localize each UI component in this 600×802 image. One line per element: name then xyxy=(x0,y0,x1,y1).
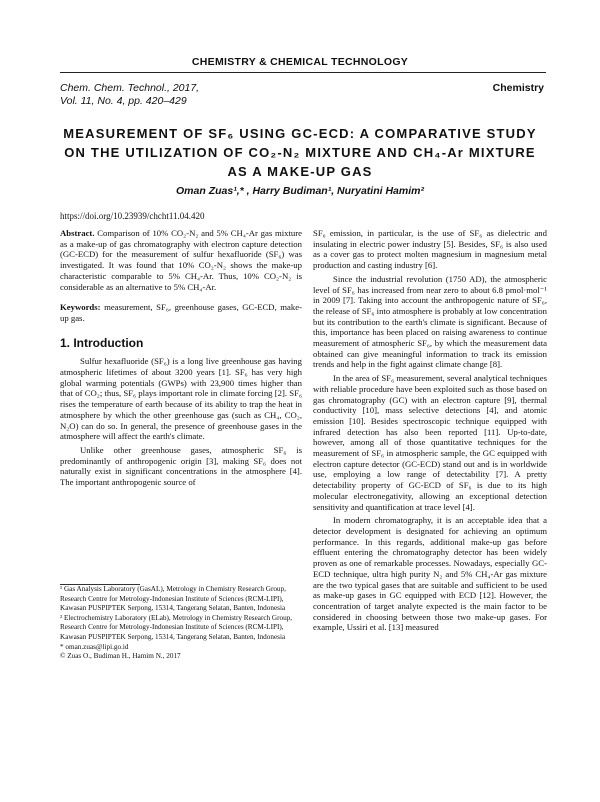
journal-name: CHEMISTRY & CHEMICAL TECHNOLOGY xyxy=(191,56,409,68)
body-paragraph: SF₆ emission, in particular, is the use of SF₆ as dielectric and insulating in electric power industry [5]. Besides, SF₆ is also used as a cover gas to protect molten magnesium in magnesium metal production and casting industry [6]. xyxy=(313,228,547,271)
footnote: ² Electrochemistry Laboratory (ELab), Metrology in Chemistry Research Group, xyxy=(60,613,293,622)
body-paragraph: In the area of SF₆ measurement, several analytical techniques with reliable procedure have been exploited such as those based on gas chromatography (GC) with an electron capture [9], thermal conductivity [10], mass selective detections [4], and atomic emission [10]. Besides spectroscopic technique equipped with infrared detection has also been reported [11]. Up-to-date, however, among all of those quantitative techniques for the measurement of SF₆ in atmospheric sample, the GC equipped with electron capture detector (GC-ECD) stand out and is in worldwide use, employing a low range of detectability [7]. A pretty detectability property of GC-ECD of SF₆ is due to its high molecular electronegativity, allowing an exceptional detection sensitivity and quantification at trace level [4]. xyxy=(313,373,547,512)
footnote: ¹ Gas Analysis Laboratory (GasAL), Metrology in Chemistry Research Group, xyxy=(60,585,286,593)
section-heading-introduction: 1. Introduction xyxy=(60,335,144,350)
title-line-2: ON THE UTILIZATION OF CO₂-N₂ MIXTURE AND CH₄-Ar MIXTURE xyxy=(64,145,536,160)
intro-paragraph-1: Sulfur hexafluoride (SF₆) is a long live greenhouse gas having atmospheric lifetimes of about 3200 years [1]. SF₆ has very high global warming potentials (GWPs) with 23,900 times higher than that of CO₂; thus, SF₆ plays important role in climate forcing [2]. SF₆ rises the temperature of earth because of its ability to trap the heat in atmosphere by which the other greenhouse gas (such as CH₄, CO₂, N₂O) can do so. In general, the presence of greenhouse gases in the atmosphere will affect the earth's climate. xyxy=(60,356,302,442)
header-rule xyxy=(60,72,546,73)
citation xyxy=(60,82,199,108)
abstract-label: Abstract. xyxy=(60,228,95,238)
section-tag: Chemistry xyxy=(492,82,544,94)
abstract-text: Comparison of 10% CO₂-N₂ and 5% CH₄-Ar gas mixture as a make-up of gas chromatography with electron capture detection (GC-ECD) for the measurement of sulfur hexafluoride (SF₆) was investigated. It was found that 10% CO₂-N₂ shows the make-up characteristic comparable to 5% CH₄-Ar. Thus, 10% CO₂-N₂ is considerable as an alternative to 5% CH₄-Ar. xyxy=(60,228,303,292)
footnote: Research Centre for Metrology-Indonesian Institute of Sciences (RCM-LIPI), xyxy=(60,594,284,603)
title-line-3: AS A MAKE-UP GAS xyxy=(227,164,373,179)
body-paragraph: In modern chromatography, it is an acceptable idea that a detector development is designated for achieving an optimum performance. In this regards, additional make-up gas before effluent entering the chromatography detector has been widely proven as one of remarkable processes. Nowadays, especially GC-ECD technique, ultra high purity N₂ and 5% CH₄-Ar gas mixture are the two typical gases that are suitable and sufficient to be used as make-up gases in GC equipped with ECD [12]. However, the concentration of target analyte expected is the main factor to be considered in choosing between those two make-up gases. For example, Ussiri et al. [13] measured xyxy=(313,515,547,633)
citation-line-2: Vol. 11, No. 4, pp. 420–429 xyxy=(60,95,187,107)
citation-line-1: Chem. Chem. Technol., 2017, xyxy=(60,82,200,94)
abstract xyxy=(60,228,302,292)
right-column xyxy=(313,228,547,636)
title-line-1: MEASUREMENT OF SF₆ USING GC-ECD: A COMPARATIVE STUDY xyxy=(63,126,537,141)
article-title xyxy=(40,124,560,181)
body-paragraph: Since the industrial revolution (1750 AD), the atmospheric level of SF₆ has increased from near zero to about 6.8 pmol·mol⁻¹ in 2009 [7]. Taking into account the anthropogenic nature of SF₆, the release of SF₆ into atmosphere is probably at low concentration but its contribution to the earth's climate is significant. Because of this, importance has been placed on raising awareness to continue measurement of atmospheric SF₆, by which the measurement data obtained can give meaningful information to track its emission trends and help in the fight against climate change [8]. xyxy=(313,273,547,370)
intro-paragraph-2: Unlike other greenhouse gases, atmospheric SF₆ is predominantly of anthropogenic origin [3], making SF₆ does not naturally exist in significant concentrations in the atmosphere [4]. The important anthropogenic source of xyxy=(60,444,302,488)
keywords-text: measurement, SF₆, greenhouse gases, GC-ECD, make-up gas. xyxy=(60,302,302,323)
keywords xyxy=(60,302,302,323)
authors: Oman Zuas¹,* , Harry Budiman¹, Nuryatini Hamim² xyxy=(176,185,424,197)
footnote-email[interactable]: * oman.zuas@lipi.go.id xyxy=(60,642,129,651)
keywords-label: Keywords: xyxy=(60,302,101,313)
footnote-copyright: © Zuas O., Budiman H., Hamim N., 2017 xyxy=(60,652,181,661)
footnote: Research Centre for Metrology-Indonesian Institute of Sciences (RCM-LIPI), xyxy=(60,623,284,632)
footnotes xyxy=(60,584,300,662)
footnote: Kawasan PUSPIPTEK Serpong, 15314, Tangerang Selatan, Banten, Indonesia xyxy=(60,632,286,641)
footnote: Kawasan PUSPIPTEK Serpong, 15314, Tangerang Selatan, Banten, Indonesia xyxy=(60,604,286,613)
left-column xyxy=(60,228,302,491)
doi-link[interactable]: https://doi.org/10.23939/chcht11.04.420 xyxy=(60,211,205,221)
